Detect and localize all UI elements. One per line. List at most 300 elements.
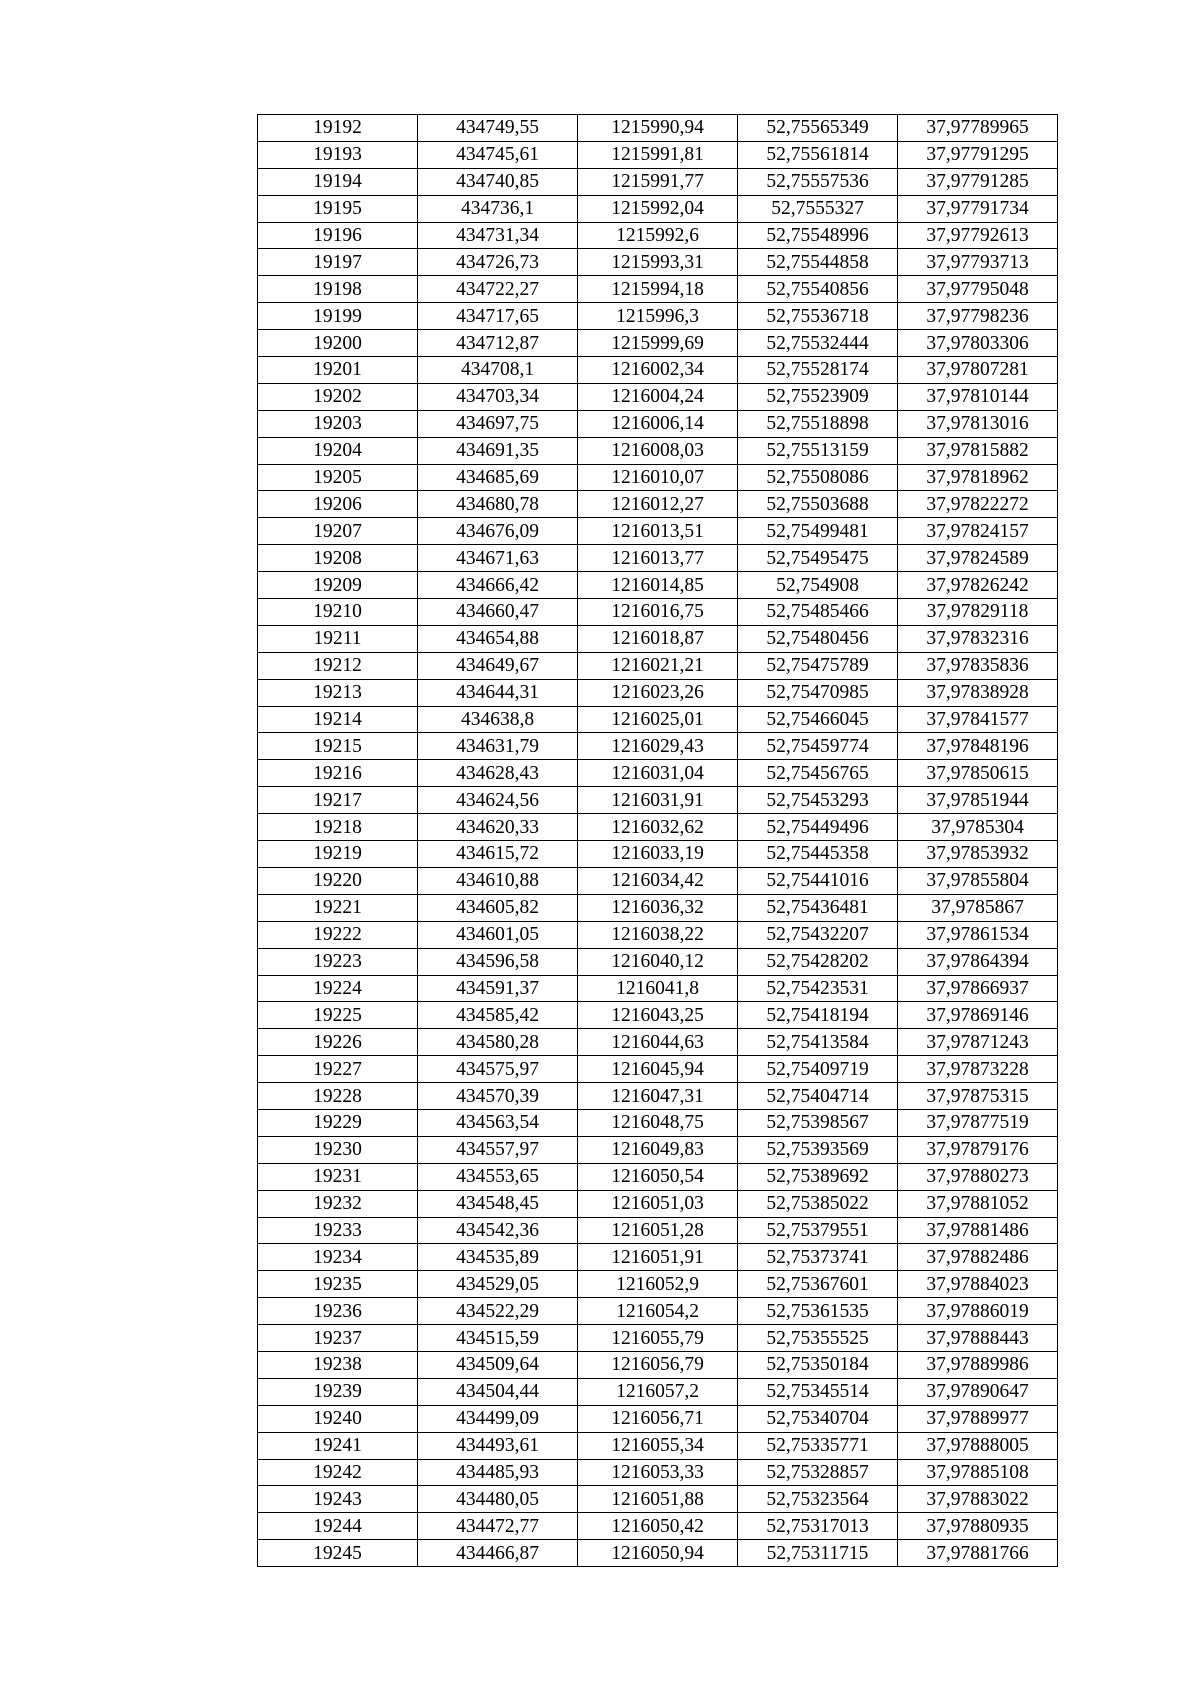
table-row: [258, 1351, 1058, 1378]
longitude-cell: 37,97881052: [898, 1190, 1058, 1217]
y-coordinate-cell: 1216038,22: [578, 921, 738, 948]
y-coordinate-cell: 1216002,34: [578, 357, 738, 384]
longitude-cell: 37,97810144: [898, 383, 1058, 410]
y-coordinate-cell: 1216025,01: [578, 706, 738, 733]
longitude-cell: 37,97861534: [898, 921, 1058, 948]
point-number-cell: 19198: [258, 276, 418, 303]
latitude-cell: 52,75350184: [738, 1351, 898, 1378]
latitude-cell: 52,75367601: [738, 1271, 898, 1298]
latitude-cell: 52,75499481: [738, 518, 898, 545]
y-coordinate-cell: 1216050,42: [578, 1513, 738, 1540]
y-coordinate-cell: 1216053,33: [578, 1459, 738, 1486]
x-coordinate-cell: 434680,78: [418, 491, 578, 518]
y-coordinate-cell: 1216048,75: [578, 1109, 738, 1136]
point-number-cell: 19201: [258, 357, 418, 384]
table-row: [258, 545, 1058, 572]
latitude-cell: 52,75317013: [738, 1513, 898, 1540]
x-coordinate-cell: 434649,67: [418, 652, 578, 679]
table-row: [258, 921, 1058, 948]
coordinates-table: [257, 114, 1058, 1567]
point-number-cell: 19212: [258, 652, 418, 679]
x-coordinate-cell: 434620,33: [418, 814, 578, 841]
x-coordinate-cell: 434542,36: [418, 1217, 578, 1244]
point-number-cell: 19232: [258, 1190, 418, 1217]
y-coordinate-cell: 1216051,03: [578, 1190, 738, 1217]
y-coordinate-cell: 1215992,04: [578, 195, 738, 222]
longitude-cell: 37,97829118: [898, 599, 1058, 626]
point-number-cell: 19221: [258, 894, 418, 921]
table-row: [258, 1002, 1058, 1029]
y-coordinate-cell: 1216040,12: [578, 948, 738, 975]
point-number-cell: 19200: [258, 330, 418, 357]
point-number-cell: 19245: [258, 1540, 418, 1567]
latitude-cell: 52,75532444: [738, 330, 898, 357]
latitude-cell: 52,75459774: [738, 733, 898, 760]
table-row: [258, 115, 1058, 142]
x-coordinate-cell: 434708,1: [418, 357, 578, 384]
latitude-cell: 52,75475789: [738, 652, 898, 679]
latitude-cell: 52,75480456: [738, 625, 898, 652]
table-row: [258, 975, 1058, 1002]
table-row: [258, 357, 1058, 384]
longitude-cell: 37,97803306: [898, 330, 1058, 357]
longitude-cell: 37,97795048: [898, 276, 1058, 303]
longitude-cell: 37,97818962: [898, 464, 1058, 491]
point-number-cell: 19239: [258, 1378, 418, 1405]
point-number-cell: 19217: [258, 787, 418, 814]
longitude-cell: 37,97791285: [898, 168, 1058, 195]
x-coordinate-cell: 434615,72: [418, 841, 578, 868]
latitude-cell: 52,75518898: [738, 410, 898, 437]
table-row: [258, 948, 1058, 975]
longitude-cell: 37,97832316: [898, 625, 1058, 652]
longitude-cell: 37,97807281: [898, 357, 1058, 384]
y-coordinate-cell: 1215999,69: [578, 330, 738, 357]
table-row: [258, 222, 1058, 249]
latitude-cell: 52,75361535: [738, 1298, 898, 1325]
y-coordinate-cell: 1215990,94: [578, 115, 738, 142]
point-number-cell: 19229: [258, 1109, 418, 1136]
x-coordinate-cell: 434740,85: [418, 168, 578, 195]
y-coordinate-cell: 1216016,75: [578, 599, 738, 626]
y-coordinate-cell: 1216041,8: [578, 975, 738, 1002]
x-coordinate-cell: 434466,87: [418, 1540, 578, 1567]
latitude-cell: 52,75423531: [738, 975, 898, 1002]
point-number-cell: 19227: [258, 1056, 418, 1083]
x-coordinate-cell: 434660,47: [418, 599, 578, 626]
y-coordinate-cell: 1216051,28: [578, 1217, 738, 1244]
y-coordinate-cell: 1216049,83: [578, 1136, 738, 1163]
longitude-cell: 37,97822272: [898, 491, 1058, 518]
x-coordinate-cell: 434745,61: [418, 141, 578, 168]
x-coordinate-cell: 434676,09: [418, 518, 578, 545]
latitude-cell: 52,75441016: [738, 867, 898, 894]
y-coordinate-cell: 1216023,26: [578, 679, 738, 706]
x-coordinate-cell: 434717,65: [418, 303, 578, 330]
x-coordinate-cell: 434605,82: [418, 894, 578, 921]
longitude-cell: 37,97889986: [898, 1351, 1058, 1378]
y-coordinate-cell: 1216056,71: [578, 1405, 738, 1432]
x-coordinate-cell: 434548,45: [418, 1190, 578, 1217]
table-row: [258, 1083, 1058, 1110]
point-number-cell: 19238: [258, 1351, 418, 1378]
y-coordinate-cell: 1216052,9: [578, 1271, 738, 1298]
table-row: [258, 733, 1058, 760]
y-coordinate-cell: 1216013,77: [578, 545, 738, 572]
table-row: [258, 787, 1058, 814]
y-coordinate-cell: 1216054,2: [578, 1298, 738, 1325]
longitude-cell: 37,97851944: [898, 787, 1058, 814]
y-coordinate-cell: 1216014,85: [578, 572, 738, 599]
table-row: [258, 1163, 1058, 1190]
latitude-cell: 52,75355525: [738, 1325, 898, 1352]
longitude-cell: 37,97838928: [898, 679, 1058, 706]
latitude-cell: 52,75513159: [738, 437, 898, 464]
point-number-cell: 19215: [258, 733, 418, 760]
x-coordinate-cell: 434703,34: [418, 383, 578, 410]
y-coordinate-cell: 1216018,87: [578, 625, 738, 652]
y-coordinate-cell: 1215993,31: [578, 249, 738, 276]
x-coordinate-cell: 434731,34: [418, 222, 578, 249]
longitude-cell: 37,97841577: [898, 706, 1058, 733]
y-coordinate-cell: 1216050,94: [578, 1540, 738, 1567]
table-row: [258, 760, 1058, 787]
point-number-cell: 19203: [258, 410, 418, 437]
point-number-cell: 19204: [258, 437, 418, 464]
table-row: [258, 1432, 1058, 1459]
y-coordinate-cell: 1216032,62: [578, 814, 738, 841]
latitude-cell: 52,75508086: [738, 464, 898, 491]
x-coordinate-cell: 434515,59: [418, 1325, 578, 1352]
point-number-cell: 19220: [258, 867, 418, 894]
table-row: [258, 195, 1058, 222]
x-coordinate-cell: 434697,75: [418, 410, 578, 437]
point-number-cell: 19192: [258, 115, 418, 142]
longitude-cell: 37,97850615: [898, 760, 1058, 787]
latitude-cell: 52,75413584: [738, 1029, 898, 1056]
y-coordinate-cell: 1216051,88: [578, 1486, 738, 1513]
longitude-cell: 37,97888005: [898, 1432, 1058, 1459]
longitude-cell: 37,97883022: [898, 1486, 1058, 1513]
latitude-cell: 52,75373741: [738, 1244, 898, 1271]
table-row: [258, 572, 1058, 599]
table-row: [258, 1325, 1058, 1352]
table-row: [258, 168, 1058, 195]
y-coordinate-cell: 1216004,24: [578, 383, 738, 410]
x-coordinate-cell: 434522,29: [418, 1298, 578, 1325]
latitude-cell: 52,75540856: [738, 276, 898, 303]
latitude-cell: 52,75470985: [738, 679, 898, 706]
x-coordinate-cell: 434712,87: [418, 330, 578, 357]
point-number-cell: 19219: [258, 841, 418, 868]
latitude-cell: 52,75398567: [738, 1109, 898, 1136]
point-number-cell: 19210: [258, 599, 418, 626]
point-number-cell: 19243: [258, 1486, 418, 1513]
point-number-cell: 19205: [258, 464, 418, 491]
x-coordinate-cell: 434563,54: [418, 1109, 578, 1136]
latitude-cell: 52,75485466: [738, 599, 898, 626]
table-row: [258, 1271, 1058, 1298]
x-coordinate-cell: 434749,55: [418, 115, 578, 142]
table-row: [258, 1378, 1058, 1405]
point-number-cell: 19225: [258, 1002, 418, 1029]
table-row: [258, 1244, 1058, 1271]
longitude-cell: 37,97864394: [898, 948, 1058, 975]
latitude-cell: 52,75345514: [738, 1378, 898, 1405]
point-number-cell: 19211: [258, 625, 418, 652]
longitude-cell: 37,97835836: [898, 652, 1058, 679]
y-coordinate-cell: 1216055,34: [578, 1432, 738, 1459]
table-row: [258, 867, 1058, 894]
latitude-cell: 52,75523909: [738, 383, 898, 410]
longitude-cell: 37,97879176: [898, 1136, 1058, 1163]
y-coordinate-cell: 1216010,07: [578, 464, 738, 491]
table-row: [258, 491, 1058, 518]
table-row: [258, 625, 1058, 652]
longitude-cell: 37,97791295: [898, 141, 1058, 168]
x-coordinate-cell: 434485,93: [418, 1459, 578, 1486]
y-coordinate-cell: 1216031,04: [578, 760, 738, 787]
point-number-cell: 19230: [258, 1136, 418, 1163]
table-row: [258, 330, 1058, 357]
latitude-cell: 52,75561814: [738, 141, 898, 168]
longitude-cell: 37,97881766: [898, 1540, 1058, 1567]
latitude-cell: 52,754908: [738, 572, 898, 599]
x-coordinate-cell: 434631,79: [418, 733, 578, 760]
x-coordinate-cell: 434557,97: [418, 1136, 578, 1163]
x-coordinate-cell: 434504,44: [418, 1378, 578, 1405]
latitude-cell: 52,75453293: [738, 787, 898, 814]
latitude-cell: 52,75445358: [738, 841, 898, 868]
latitude-cell: 52,75323564: [738, 1486, 898, 1513]
table-row: [258, 1029, 1058, 1056]
longitude-cell: 37,97877519: [898, 1109, 1058, 1136]
point-number-cell: 19233: [258, 1217, 418, 1244]
y-coordinate-cell: 1216012,27: [578, 491, 738, 518]
longitude-cell: 37,97824157: [898, 518, 1058, 545]
x-coordinate-cell: 434480,05: [418, 1486, 578, 1513]
y-coordinate-cell: 1215996,3: [578, 303, 738, 330]
longitude-cell: 37,97886019: [898, 1298, 1058, 1325]
longitude-cell: 37,97824589: [898, 545, 1058, 572]
point-number-cell: 19202: [258, 383, 418, 410]
y-coordinate-cell: 1216044,63: [578, 1029, 738, 1056]
table-row: [258, 383, 1058, 410]
longitude-cell: 37,97855804: [898, 867, 1058, 894]
y-coordinate-cell: 1216029,43: [578, 733, 738, 760]
y-coordinate-cell: 1215991,81: [578, 141, 738, 168]
x-coordinate-cell: 434666,42: [418, 572, 578, 599]
table-row: [258, 1190, 1058, 1217]
y-coordinate-cell: 1216057,2: [578, 1378, 738, 1405]
x-coordinate-cell: 434610,88: [418, 867, 578, 894]
longitude-cell: 37,97813016: [898, 410, 1058, 437]
y-coordinate-cell: 1216051,91: [578, 1244, 738, 1271]
table-row: [258, 1056, 1058, 1083]
x-coordinate-cell: 434638,8: [418, 706, 578, 733]
y-coordinate-cell: 1216043,25: [578, 1002, 738, 1029]
x-coordinate-cell: 434628,43: [418, 760, 578, 787]
longitude-cell: 37,97871243: [898, 1029, 1058, 1056]
point-number-cell: 19224: [258, 975, 418, 1002]
y-coordinate-cell: 1215991,77: [578, 168, 738, 195]
latitude-cell: 52,75548996: [738, 222, 898, 249]
point-number-cell: 19194: [258, 168, 418, 195]
latitude-cell: 52,75335771: [738, 1432, 898, 1459]
table-row: [258, 1298, 1058, 1325]
latitude-cell: 52,75328857: [738, 1459, 898, 1486]
y-coordinate-cell: 1216013,51: [578, 518, 738, 545]
latitude-cell: 52,75418194: [738, 1002, 898, 1029]
latitude-cell: 52,75409719: [738, 1056, 898, 1083]
x-coordinate-cell: 434654,88: [418, 625, 578, 652]
x-coordinate-cell: 434553,65: [418, 1163, 578, 1190]
longitude-cell: 37,97789965: [898, 115, 1058, 142]
x-coordinate-cell: 434726,73: [418, 249, 578, 276]
point-number-cell: 19206: [258, 491, 418, 518]
y-coordinate-cell: 1216034,42: [578, 867, 738, 894]
point-number-cell: 19195: [258, 195, 418, 222]
table-row: [258, 1405, 1058, 1432]
table-row: [258, 652, 1058, 679]
table-row: [258, 1513, 1058, 1540]
x-coordinate-cell: 434591,37: [418, 975, 578, 1002]
x-coordinate-cell: 434493,61: [418, 1432, 578, 1459]
table-row: [258, 1486, 1058, 1513]
point-number-cell: 19197: [258, 249, 418, 276]
x-coordinate-cell: 434472,77: [418, 1513, 578, 1540]
y-coordinate-cell: 1216006,14: [578, 410, 738, 437]
longitude-cell: 37,97881486: [898, 1217, 1058, 1244]
table-row: [258, 894, 1058, 921]
x-coordinate-cell: 434685,69: [418, 464, 578, 491]
latitude-cell: 52,75544858: [738, 249, 898, 276]
x-coordinate-cell: 434722,27: [418, 276, 578, 303]
table-row: [258, 1109, 1058, 1136]
coordinates-table-body: [258, 115, 1058, 1567]
longitude-cell: 37,9785867: [898, 894, 1058, 921]
latitude-cell: 52,75385022: [738, 1190, 898, 1217]
longitude-cell: 37,97888443: [898, 1325, 1058, 1352]
point-number-cell: 19223: [258, 948, 418, 975]
table-row: [258, 1217, 1058, 1244]
latitude-cell: 52,75379551: [738, 1217, 898, 1244]
longitude-cell: 37,97884023: [898, 1271, 1058, 1298]
point-number-cell: 19207: [258, 518, 418, 545]
x-coordinate-cell: 434644,31: [418, 679, 578, 706]
point-number-cell: 19237: [258, 1325, 418, 1352]
y-coordinate-cell: 1215992,6: [578, 222, 738, 249]
longitude-cell: 37,97873228: [898, 1056, 1058, 1083]
y-coordinate-cell: 1216036,32: [578, 894, 738, 921]
x-coordinate-cell: 434585,42: [418, 1002, 578, 1029]
longitude-cell: 37,97792613: [898, 222, 1058, 249]
y-coordinate-cell: 1216050,54: [578, 1163, 738, 1190]
latitude-cell: 52,7555327: [738, 195, 898, 222]
x-coordinate-cell: 434535,89: [418, 1244, 578, 1271]
table-row: [258, 679, 1058, 706]
point-number-cell: 19214: [258, 706, 418, 733]
x-coordinate-cell: 434601,05: [418, 921, 578, 948]
longitude-cell: 37,97848196: [898, 733, 1058, 760]
y-coordinate-cell: 1216031,91: [578, 787, 738, 814]
table-row: [258, 464, 1058, 491]
latitude-cell: 52,75393569: [738, 1136, 898, 1163]
latitude-cell: 52,75449496: [738, 814, 898, 841]
point-number-cell: 19242: [258, 1459, 418, 1486]
y-coordinate-cell: 1216033,19: [578, 841, 738, 868]
table-row: [258, 437, 1058, 464]
table-row: [258, 518, 1058, 545]
x-coordinate-cell: 434671,63: [418, 545, 578, 572]
longitude-cell: 37,97793713: [898, 249, 1058, 276]
latitude-cell: 52,75404714: [738, 1083, 898, 1110]
longitude-cell: 37,97869146: [898, 1002, 1058, 1029]
table-row: [258, 599, 1058, 626]
table-row: [258, 1540, 1058, 1567]
longitude-cell: 37,97882486: [898, 1244, 1058, 1271]
point-number-cell: 19235: [258, 1271, 418, 1298]
point-number-cell: 19231: [258, 1163, 418, 1190]
table-row: [258, 1136, 1058, 1163]
longitude-cell: 37,97875315: [898, 1083, 1058, 1110]
x-coordinate-cell: 434575,97: [418, 1056, 578, 1083]
y-coordinate-cell: 1216008,03: [578, 437, 738, 464]
point-number-cell: 19236: [258, 1298, 418, 1325]
latitude-cell: 52,75389692: [738, 1163, 898, 1190]
y-coordinate-cell: 1216045,94: [578, 1056, 738, 1083]
table-row: [258, 141, 1058, 168]
longitude-cell: 37,97889977: [898, 1405, 1058, 1432]
x-coordinate-cell: 434570,39: [418, 1083, 578, 1110]
point-number-cell: 19213: [258, 679, 418, 706]
table-row: [258, 706, 1058, 733]
point-number-cell: 19193: [258, 141, 418, 168]
latitude-cell: 52,75536718: [738, 303, 898, 330]
y-coordinate-cell: 1215994,18: [578, 276, 738, 303]
point-number-cell: 19216: [258, 760, 418, 787]
point-number-cell: 19208: [258, 545, 418, 572]
table-row: [258, 249, 1058, 276]
longitude-cell: 37,97798236: [898, 303, 1058, 330]
x-coordinate-cell: 434580,28: [418, 1029, 578, 1056]
x-coordinate-cell: 434499,09: [418, 1405, 578, 1432]
longitude-cell: 37,97885108: [898, 1459, 1058, 1486]
latitude-cell: 52,75528174: [738, 357, 898, 384]
point-number-cell: 19234: [258, 1244, 418, 1271]
x-coordinate-cell: 434529,05: [418, 1271, 578, 1298]
x-coordinate-cell: 434596,58: [418, 948, 578, 975]
point-number-cell: 19199: [258, 303, 418, 330]
table-row: [258, 276, 1058, 303]
latitude-cell: 52,75495475: [738, 545, 898, 572]
longitude-cell: 37,97826242: [898, 572, 1058, 599]
latitude-cell: 52,75428202: [738, 948, 898, 975]
table-row: [258, 841, 1058, 868]
latitude-cell: 52,75456765: [738, 760, 898, 787]
x-coordinate-cell: 434509,64: [418, 1351, 578, 1378]
point-number-cell: 19240: [258, 1405, 418, 1432]
y-coordinate-cell: 1216056,79: [578, 1351, 738, 1378]
longitude-cell: 37,97866937: [898, 975, 1058, 1002]
x-coordinate-cell: 434691,35: [418, 437, 578, 464]
latitude-cell: 52,75565349: [738, 115, 898, 142]
y-coordinate-cell: 1216055,79: [578, 1325, 738, 1352]
table-row: [258, 410, 1058, 437]
longitude-cell: 37,97880273: [898, 1163, 1058, 1190]
point-number-cell: 19228: [258, 1083, 418, 1110]
longitude-cell: 37,97853932: [898, 841, 1058, 868]
